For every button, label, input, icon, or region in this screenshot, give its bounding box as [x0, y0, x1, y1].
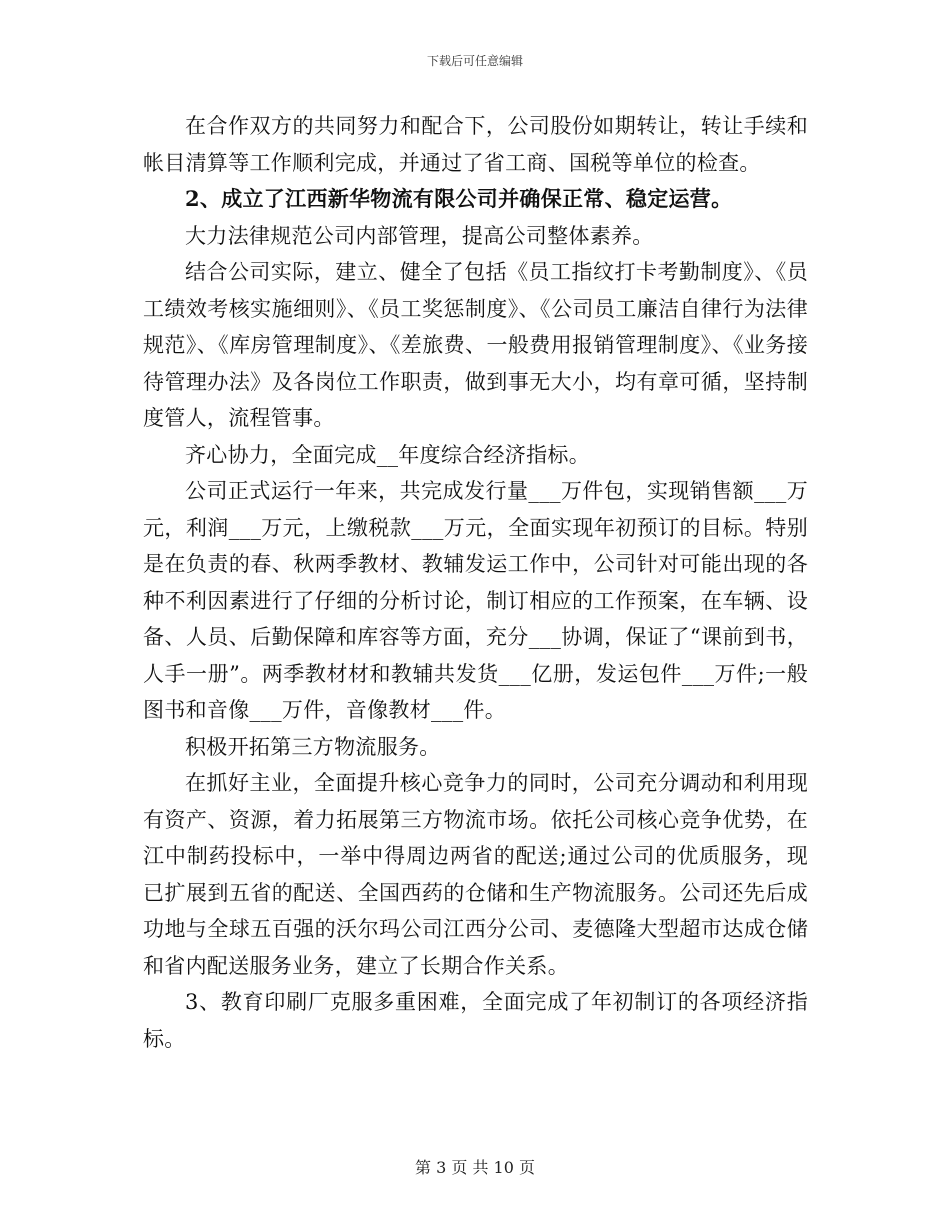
paragraph-third-party-logistics: 积极开拓第三方物流服务。 — [185, 734, 441, 759]
paragraph-regulations: 结合公司实际，建立、健全了包括《员工指纹打卡考勤制度》、《员工绩效考核实施细则》、《员工奖惩制度》、《公司员工廉洁自律行为法律规范》、《库房管理制度》、《差旅费、一般费用报销管理制度》、《业务接待管理办法》及各岗位工作职责，做到事无大小，均有章可循，坚持制度管人，流程管事。 — [143, 260, 808, 430]
paragraph-share-transfer: 在合作双方的共同努力和配合下，公司股份如期转让，转让手续和帐目清算等工作顺利完成，并通过了省工商、国税等单位的检查。 — [143, 114, 808, 175]
page-header-note: 下载后可任意编辑 — [426, 54, 523, 68]
paragraph-annual-targets: 齐心协力，全面完成__年度综合经济指标。 — [185, 442, 590, 467]
section-heading-printing-factory: 3、教育印刷厂克服多重困难，全面完成了年初制订的各项经济指标。 — [143, 990, 808, 1051]
section-heading-logistics-company: 2、成立了江西新华物流有限公司并确保正常、稳定运营。 — [185, 186, 733, 211]
paragraph-market-expansion: 在抓好主业，全面提升核心竞争力的同时，公司充分调动和利用现有资产、资源，着力拓展第三方物流市场。依托公司核心竞争优势，在江中制药投标中，一举中得周边两省的配送;通过公司的优质服务，现已扩展到五省的配送、全国西药的仓储和生产物流服务。公司还先后成功地与全球五百强的沃尔玛公司江西分公司、麦德隆大型超市达成仓储和省内配送服务业务，建立了长期合作关系。 — [143, 771, 808, 978]
paragraph-internal-management: 大力法律规范公司内部管理，提高公司整体素养。 — [185, 223, 654, 248]
page-number: 第 3 页 共 10 页 — [415, 1158, 535, 1177]
paragraph-operations-results: 公司正式运行一年来，共完成发行量___万件包，实现销售额___万元，利润___万元，上缴税款___万元，全面实现年初预订的目标。特别是在负责的春、秋两季教材、教辅发运工作中，公司针对可能出现的各种不利因素进行了仔细的分析讨论，制订相应的工作预案，在车辆、设备、人员、后勤保障和库容等方面，充分___协调，保证了“课前到书，人手一册”。两季教材材和教辅共发货___亿册，发运包件___万件;一般图书和音像___万件，音像教材___件。 — [143, 479, 808, 722]
document-body — [143, 108, 808, 1057]
